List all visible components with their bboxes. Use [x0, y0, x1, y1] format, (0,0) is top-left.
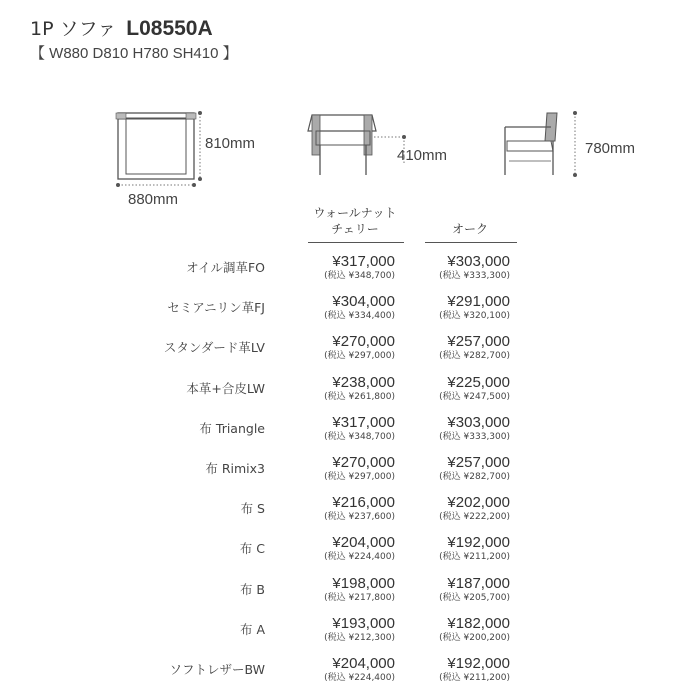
material-label: 布 Triangle	[199, 420, 265, 436]
price-oak	[420, 375, 510, 403]
dimensions-summary: 【 W880 D810 H780 SH410 】	[30, 45, 238, 62]
price-incl-tax: (税込 ¥333,300)	[439, 271, 510, 281]
material-label: 布 Rimix3	[205, 461, 265, 476]
price-excl-tax: ¥304,000	[332, 293, 395, 311]
side-view-drawing	[495, 105, 585, 180]
column-header-cherry: チェリー	[331, 222, 379, 236]
material-label: 布 B	[239, 581, 265, 597]
product-name: 1P ソファ	[30, 18, 117, 40]
table-row	[0, 294, 700, 334]
price-walnut-cherry	[305, 455, 395, 483]
price-incl-tax: (税込 ¥237,600)	[324, 512, 395, 523]
price-walnut-cherry	[305, 535, 395, 563]
price-walnut-cherry	[305, 656, 395, 684]
column-divider-1	[308, 242, 404, 243]
model-number: L08550A	[126, 17, 213, 40]
price-excl-tax: ¥317,000	[332, 253, 395, 270]
price-walnut-cherry	[305, 415, 395, 443]
material-label: 本革+合皮LW	[186, 380, 265, 396]
column-header-oak: オーク	[451, 222, 488, 236]
price-incl-tax: (税込 ¥224,400)	[324, 673, 395, 683]
price-excl-tax: ¥187,000	[447, 574, 510, 592]
table-row	[0, 334, 700, 374]
material-label: 布 C	[239, 541, 265, 557]
price-excl-tax: ¥303,000	[447, 253, 510, 270]
price-incl-tax: (税込 ¥222,200)	[439, 512, 510, 523]
price-incl-tax: (税込 ¥348,700)	[324, 431, 395, 442]
column-divider-2	[425, 242, 517, 243]
table-row	[0, 415, 700, 455]
price-incl-tax: (税込 ¥200,200)	[439, 632, 510, 643]
price-excl-tax: ¥193,000	[332, 614, 395, 632]
column-header-walnut: ウォールナット	[313, 206, 397, 220]
price-oak	[420, 656, 510, 684]
price-oak	[420, 576, 510, 604]
material-label: 布 S	[240, 501, 265, 517]
top-view-drawing	[110, 105, 210, 190]
price-excl-tax: ¥204,000	[332, 534, 395, 552]
table-row	[0, 576, 700, 616]
price-incl-tax: (税込 ¥211,200)	[439, 552, 510, 563]
table-row	[0, 495, 700, 535]
price-incl-tax: (税込 ¥211,200)	[439, 673, 510, 683]
material-label: ソフトレザーBW	[169, 662, 265, 677]
price-excl-tax: ¥192,000	[447, 534, 510, 552]
price-oak	[420, 495, 510, 523]
material-label: セミアニリン革FJ	[167, 300, 265, 316]
price-excl-tax: ¥270,000	[332, 454, 395, 471]
price-oak	[420, 294, 510, 322]
price-excl-tax: ¥198,000	[332, 574, 395, 592]
table-row	[0, 455, 700, 495]
price-oak	[420, 415, 510, 443]
material-label: スタンダード革LV	[163, 340, 265, 356]
width-dimension-label: 880mm	[128, 191, 179, 208]
price-oak	[420, 616, 510, 644]
height-dimension-label: 780mm	[585, 140, 636, 157]
price-excl-tax: ¥202,000	[447, 494, 510, 512]
table-row	[0, 375, 700, 415]
price-excl-tax: ¥182,000	[447, 614, 510, 632]
price-excl-tax: ¥192,000	[447, 655, 510, 672]
price-excl-tax: ¥291,000	[447, 293, 510, 311]
price-excl-tax: ¥216,000	[332, 494, 395, 512]
table-row	[0, 254, 700, 294]
price-incl-tax: (税込 ¥217,800)	[324, 592, 395, 603]
price-excl-tax: ¥317,000	[332, 413, 395, 431]
price-walnut-cherry	[305, 334, 395, 362]
price-incl-tax: (税込 ¥261,800)	[324, 391, 395, 402]
table-row	[0, 656, 700, 696]
price-incl-tax: (税込 ¥297,000)	[324, 472, 395, 482]
price-excl-tax: ¥204,000	[332, 655, 395, 672]
page-title	[30, 14, 213, 41]
front-view-drawing	[300, 105, 415, 180]
table-row	[0, 616, 700, 656]
price-excl-tax: ¥270,000	[332, 333, 395, 351]
price-incl-tax: (税込 ¥333,300)	[439, 431, 510, 442]
price-incl-tax: (税込 ¥282,700)	[439, 351, 510, 362]
price-incl-tax: (税込 ¥320,100)	[439, 311, 510, 322]
price-walnut-cherry	[305, 616, 395, 644]
price-excl-tax: ¥225,000	[447, 373, 510, 391]
price-excl-tax: ¥257,000	[447, 333, 510, 351]
column-header-walnut-cherry	[300, 205, 410, 237]
price-walnut-cherry	[305, 576, 395, 604]
price-oak	[420, 455, 510, 483]
price-oak	[420, 535, 510, 563]
depth-dimension-label: 810mm	[205, 135, 256, 152]
price-incl-tax: (税込 ¥282,700)	[439, 472, 510, 482]
price-incl-tax: (税込 ¥205,700)	[439, 592, 510, 603]
material-label: オイル調革FO	[186, 260, 265, 275]
seat-height-label: 410mm	[397, 147, 448, 164]
price-oak	[420, 254, 510, 282]
price-walnut-cherry	[305, 294, 395, 322]
price-excl-tax: ¥238,000	[332, 373, 395, 391]
price-incl-tax: (税込 ¥334,400)	[324, 311, 395, 322]
price-excl-tax: ¥257,000	[447, 454, 510, 471]
table-row	[0, 535, 700, 575]
price-walnut-cherry	[305, 254, 395, 282]
price-incl-tax: (税込 ¥297,000)	[324, 351, 395, 362]
price-walnut-cherry	[305, 495, 395, 523]
price-incl-tax: (税込 ¥224,400)	[324, 552, 395, 563]
material-label: 布 A	[239, 621, 265, 637]
price-incl-tax: (税込 ¥348,700)	[324, 271, 395, 281]
price-walnut-cherry	[305, 375, 395, 403]
price-incl-tax: (税込 ¥247,500)	[439, 391, 510, 402]
price-excl-tax: ¥303,000	[447, 413, 510, 431]
price-incl-tax: (税込 ¥212,300)	[324, 632, 395, 643]
price-oak	[420, 334, 510, 362]
